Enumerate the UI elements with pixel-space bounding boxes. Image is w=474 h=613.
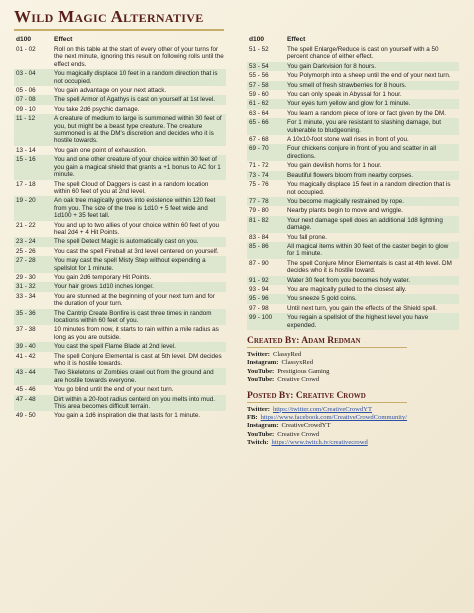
- table-row: [247, 118, 459, 135]
- credit-line: [247, 368, 459, 376]
- table-row: [14, 69, 226, 86]
- roll-range: 25 - 26: [16, 247, 36, 255]
- effect-text: The spell Detect Magic is automatically cast on you.: [54, 238, 199, 246]
- effect-text: The spell Conjure Minor Elementals is cast at 4th level. DM decides who it is hostile toward.: [287, 259, 452, 275]
- table-row: [247, 276, 459, 285]
- table-row: [247, 197, 459, 206]
- table-row: [14, 180, 226, 197]
- roll-range: 23 - 24: [16, 238, 36, 246]
- table-header: [14, 35, 226, 45]
- effect-text: The spell Enlarge/Reduce is cast on yourself with a 50 percent chance of either effect.: [287, 46, 439, 61]
- roll-range: 77 - 78: [249, 197, 269, 205]
- credit-value: Creative Crowd: [277, 430, 320, 438]
- table-row: [14, 395, 226, 412]
- credit-label: Twitter:: [247, 405, 270, 413]
- table-row: [14, 292, 226, 309]
- effect-text: Your eyes turn yellow and glow for 1 minute.: [287, 100, 411, 108]
- effect-text: You go blind until the end of your next turn.: [54, 386, 174, 394]
- credit-line: [247, 406, 459, 414]
- roll-range: 63 - 64: [249, 109, 269, 117]
- roll-range: 29 - 30: [16, 273, 36, 281]
- roll-range: 61 - 62: [249, 100, 269, 108]
- effect-text: You fall prone.: [287, 233, 328, 241]
- left-table: [14, 45, 226, 421]
- effect-text: Dirt within a 20-foot radius centerd on you melts into mud. This area becomes difficult terrain.: [54, 395, 215, 411]
- effect-text: You and up to two allies of your choice within 60 feet of you heal 2d4 + 4 Hit Points.: [54, 221, 219, 236]
- effect-text: Until next turn, you gain the effects of the Shield spell.: [287, 304, 438, 312]
- credit-label: YouTube:: [247, 430, 275, 438]
- roll-range: 45 - 46: [16, 386, 36, 394]
- table-row: [247, 161, 459, 170]
- effect-text: The spell Armor of Agathys is cast on yourself at 1st level.: [54, 96, 215, 104]
- effect-text: The spell Conjure Elemental is cast at 5th level. DM decides who it is hostile towards.: [54, 352, 222, 368]
- credit-line: [247, 376, 459, 384]
- roll-range: 81 - 82: [249, 216, 269, 224]
- created-by-credits: [247, 351, 459, 385]
- effect-text: All magical items within 30 feet of the caster begin to glow for 1 minute.: [287, 242, 449, 258]
- effect-text: You sneeze 5 gold coins.: [287, 295, 357, 303]
- roll-range: 57 - 58: [249, 81, 269, 89]
- roll-range: 11 - 12: [16, 115, 36, 123]
- roll-range: 75 - 76: [249, 181, 269, 189]
- effect-text: The Cantrip Create Bonfire is cast three times in random locations within 60 feet of you.: [54, 309, 212, 324]
- roll-range: 47 - 48: [16, 395, 36, 403]
- roll-range: 07 - 08: [16, 96, 36, 104]
- roll-range: 17 - 18: [16, 180, 36, 188]
- table-row: [14, 411, 226, 420]
- roll-range: 03 - 04: [16, 70, 36, 78]
- table-row: [247, 233, 459, 242]
- roll-range: 31 - 32: [16, 283, 36, 291]
- effect-text: A creature of medium to large is summoned within 30 feet of you, but might be a beast type creature. The creature summoned is at the DM's discretion and decides who it is hostile towards.: [54, 115, 222, 145]
- table-row: [247, 180, 459, 197]
- credit-line: [247, 422, 459, 430]
- table-row: [247, 71, 459, 80]
- title-divider: [14, 29, 224, 31]
- roll-range: 59 - 60: [249, 91, 269, 99]
- effect-text: You can only speak in Abyssal for 1 hour.: [287, 91, 402, 99]
- table-row: [14, 86, 226, 95]
- table-row: [247, 259, 459, 276]
- credit-value: Creative Crowd: [277, 376, 320, 384]
- credit-label: Instagram:: [247, 422, 279, 430]
- table-row: [14, 309, 226, 326]
- table-row: [14, 385, 226, 394]
- roll-range: 49 - 50: [16, 412, 36, 420]
- effect-text: You gain a 1d6 inspiration die that lasts for 1 minute.: [54, 412, 201, 420]
- table-row: [247, 171, 459, 180]
- posted-by-heading: Posted By: Creative Crowd: [247, 391, 407, 403]
- roll-range: 41 - 42: [16, 352, 36, 360]
- table-row: [247, 90, 459, 99]
- roll-range: 05 - 06: [16, 87, 36, 95]
- roll-range: 83 - 84: [249, 233, 269, 241]
- left-column: [14, 35, 226, 421]
- effect-text: You gain advantage on your next attack.: [54, 87, 167, 95]
- effect-text: Roll on this table at the start of every other of your turns for the next minute, ignoring this result on following rolls until the effect ends.: [54, 46, 224, 68]
- credit-line: [247, 414, 459, 422]
- table-row: [247, 62, 459, 71]
- table-row: [247, 109, 459, 118]
- roll-range: 67 - 68: [249, 136, 269, 144]
- table-row: [14, 105, 226, 114]
- credit-line: [247, 439, 459, 447]
- table-row: [247, 99, 459, 108]
- table-row: [247, 81, 459, 90]
- table-row: [14, 237, 226, 246]
- table-row: [14, 247, 226, 256]
- roll-range: 15 - 16: [16, 156, 36, 164]
- credit-label: Twitch:: [247, 439, 269, 447]
- effect-text: You gain devilish horns for 1 hour.: [287, 162, 382, 170]
- effect-text: A 10x10-foot stone wall rises in front of you.: [287, 136, 409, 144]
- roll-range: 85 - 86: [249, 242, 269, 250]
- credit-label: YouTube:: [247, 376, 275, 384]
- table-row: [14, 221, 226, 238]
- table-row: [247, 313, 459, 330]
- effect-text: You magically displace 15 feet in a random direction that is not occupied.: [287, 181, 451, 196]
- table-row: [247, 144, 459, 161]
- effect-text: Two Skeletons or Zombies crawl out from the ground and are hostile towards everyone.: [54, 369, 214, 384]
- effect-text: For 1 minute, you are resistant to slashing damage, but vulnerable to bludgeoning.: [287, 119, 442, 134]
- effect-text: You magically displace 10 feet in a random direction that is not occupied.: [54, 70, 218, 85]
- roll-range: 55 - 56: [249, 72, 269, 80]
- effect-text: Water 30 feet from you becomes holy water.: [287, 276, 410, 284]
- roll-range: 39 - 40: [16, 343, 36, 351]
- roll-range: 95 - 96: [249, 295, 269, 303]
- credit-link[interactable]: https://www.twitch.tv/creativecrowd: [271, 439, 368, 447]
- table-row: [247, 242, 459, 259]
- table-row: [14, 95, 226, 104]
- roll-range: 71 - 72: [249, 162, 269, 170]
- created-by-heading: Created By: Adam Redman: [247, 336, 407, 348]
- effect-text: 10 minutes from now, it starts to rain within a mile radius as long as you are outside.: [54, 326, 219, 341]
- credit-label: FB:: [247, 414, 258, 422]
- credit-line: [247, 359, 459, 367]
- effect-text: Four chickens conjure in front of you and scatter in all directions.: [287, 145, 437, 160]
- roll-range: 93 - 94: [249, 285, 269, 293]
- effect-text: You become magically restrained by rope.: [287, 197, 405, 205]
- table-row: [14, 342, 226, 351]
- roll-range: 53 - 54: [249, 62, 269, 70]
- credit-label: YouTube:: [247, 367, 275, 375]
- table-row: [247, 206, 459, 215]
- table-row: [14, 114, 226, 146]
- table-row: [14, 155, 226, 179]
- credit-label: Instagram:: [247, 359, 279, 367]
- right-column: [247, 35, 459, 448]
- roll-range: 33 - 34: [16, 292, 36, 300]
- header-effect: Effect: [287, 36, 306, 43]
- credit-link[interactable]: https://twitter.com/CreativeCrowdYT: [272, 405, 373, 413]
- table-row: [247, 285, 459, 294]
- table-row: [14, 196, 226, 220]
- effect-text: You gain Darkvision for 8 hours.: [287, 62, 377, 70]
- roll-range: 43 - 44: [16, 369, 36, 377]
- roll-range: 13 - 14: [16, 146, 36, 154]
- table-row: [247, 216, 459, 233]
- table-row: [14, 273, 226, 282]
- effect-text: You gain 2d6 temporary Hit Points.: [54, 273, 152, 281]
- effect-text: You cast the spell Flame Blade at 2nd level.: [54, 343, 176, 351]
- table-row: [14, 146, 226, 155]
- credit-line: [247, 431, 459, 439]
- roll-range: 19 - 20: [16, 197, 36, 205]
- credit-value: ClassyxRed: [281, 359, 314, 367]
- effect-text: You may cast the spell Misty Step without expending a spellslot for 1 minute.: [54, 257, 206, 272]
- roll-range: 21 - 22: [16, 221, 36, 229]
- roll-range: 69 - 70: [249, 145, 269, 153]
- roll-range: 91 - 92: [249, 276, 269, 284]
- roll-range: 35 - 36: [16, 309, 36, 317]
- effect-text: You are magically pulled to the closest ally.: [287, 285, 407, 293]
- table-row: [247, 135, 459, 144]
- effect-text: Nearby plants begin to move and wriggle.: [287, 207, 403, 215]
- header-d100: d100: [16, 36, 32, 43]
- credit-value: Prestigious Gaming: [277, 367, 330, 375]
- table-row: [14, 325, 226, 342]
- roll-range: 65 - 66: [249, 119, 269, 127]
- posted-by-credits: [247, 406, 459, 448]
- effect-text: You Polymorph into a sheep until the end of your next turn.: [287, 72, 451, 80]
- effect-text: Your hair grows 1d10 inches longer.: [54, 283, 154, 291]
- credit-label: Twitter:: [247, 351, 270, 358]
- roll-range: 27 - 28: [16, 257, 36, 265]
- roll-range: 73 - 74: [249, 171, 269, 179]
- roll-range: 97 - 98: [249, 304, 269, 312]
- roll-range: 87 - 90: [249, 259, 269, 267]
- table-row: [14, 352, 226, 369]
- roll-range: 99 - 100: [249, 314, 273, 322]
- credit-link[interactable]: https://www.facebook.com/CreativeCrowdCommunity/: [260, 414, 408, 422]
- right-table: [247, 45, 459, 330]
- table-row: [14, 256, 226, 273]
- credit-line: [247, 351, 459, 359]
- effect-text: You regain a spellslot of the highest level you have expended.: [287, 314, 429, 329]
- credit-value: CreativeCrowdYT: [281, 422, 331, 430]
- effect-text: You take 2d6 psychic damage.: [54, 105, 140, 113]
- effect-text: Beautiful flowers bloom from nearby corpses.: [287, 171, 413, 179]
- page-title: Wild Magic Alternative: [14, 7, 204, 26]
- table-row: [14, 368, 226, 385]
- table-row: [247, 294, 459, 303]
- effect-text: You gain one point of exhaustion.: [54, 146, 147, 154]
- effect-text: You and one other creature of your choice within 30 feet of you gain a magical shield that grants a +1 bonus to AC for 1 minute.: [54, 156, 221, 179]
- effect-text: An oak tree magically grows into existence within 120 feet from you. The size of the tree is 1d10 + 5 feet wide and 1d100 + 35 feet tall.: [54, 197, 216, 220]
- effect-text: The spell Cloud of Daggers is cast in a random location within 60 feet of you at 2nd level.: [54, 180, 209, 195]
- effect-text: You are stunned at the beginning of your next turn and for the duration of your turn.: [54, 292, 215, 308]
- header-d100: d100: [249, 36, 265, 43]
- credit-value: ClassyRed: [272, 351, 302, 358]
- table-row: [14, 282, 226, 291]
- roll-range: 37 - 38: [16, 326, 36, 334]
- roll-range: 01 - 02: [16, 46, 36, 53]
- header-effect: Effect: [54, 36, 73, 43]
- effect-text: You cast the spell Fireball at 3rd level centered on yourself.: [54, 247, 219, 255]
- effect-text: Your next damage spell does an additional 1d8 lightning damage.: [287, 216, 443, 232]
- table-row: [247, 45, 459, 62]
- effect-text: You learn a random piece of lore or fact given by the DM.: [287, 109, 447, 117]
- table-row: [14, 45, 226, 69]
- roll-range: 51 - 52: [249, 46, 269, 53]
- table-header: [247, 35, 459, 45]
- roll-range: 09 - 10: [16, 105, 36, 113]
- effect-text: You smell of fresh strawberries for 8 hours.: [287, 81, 407, 89]
- roll-range: 79 - 80: [249, 207, 269, 215]
- table-row: [247, 304, 459, 313]
